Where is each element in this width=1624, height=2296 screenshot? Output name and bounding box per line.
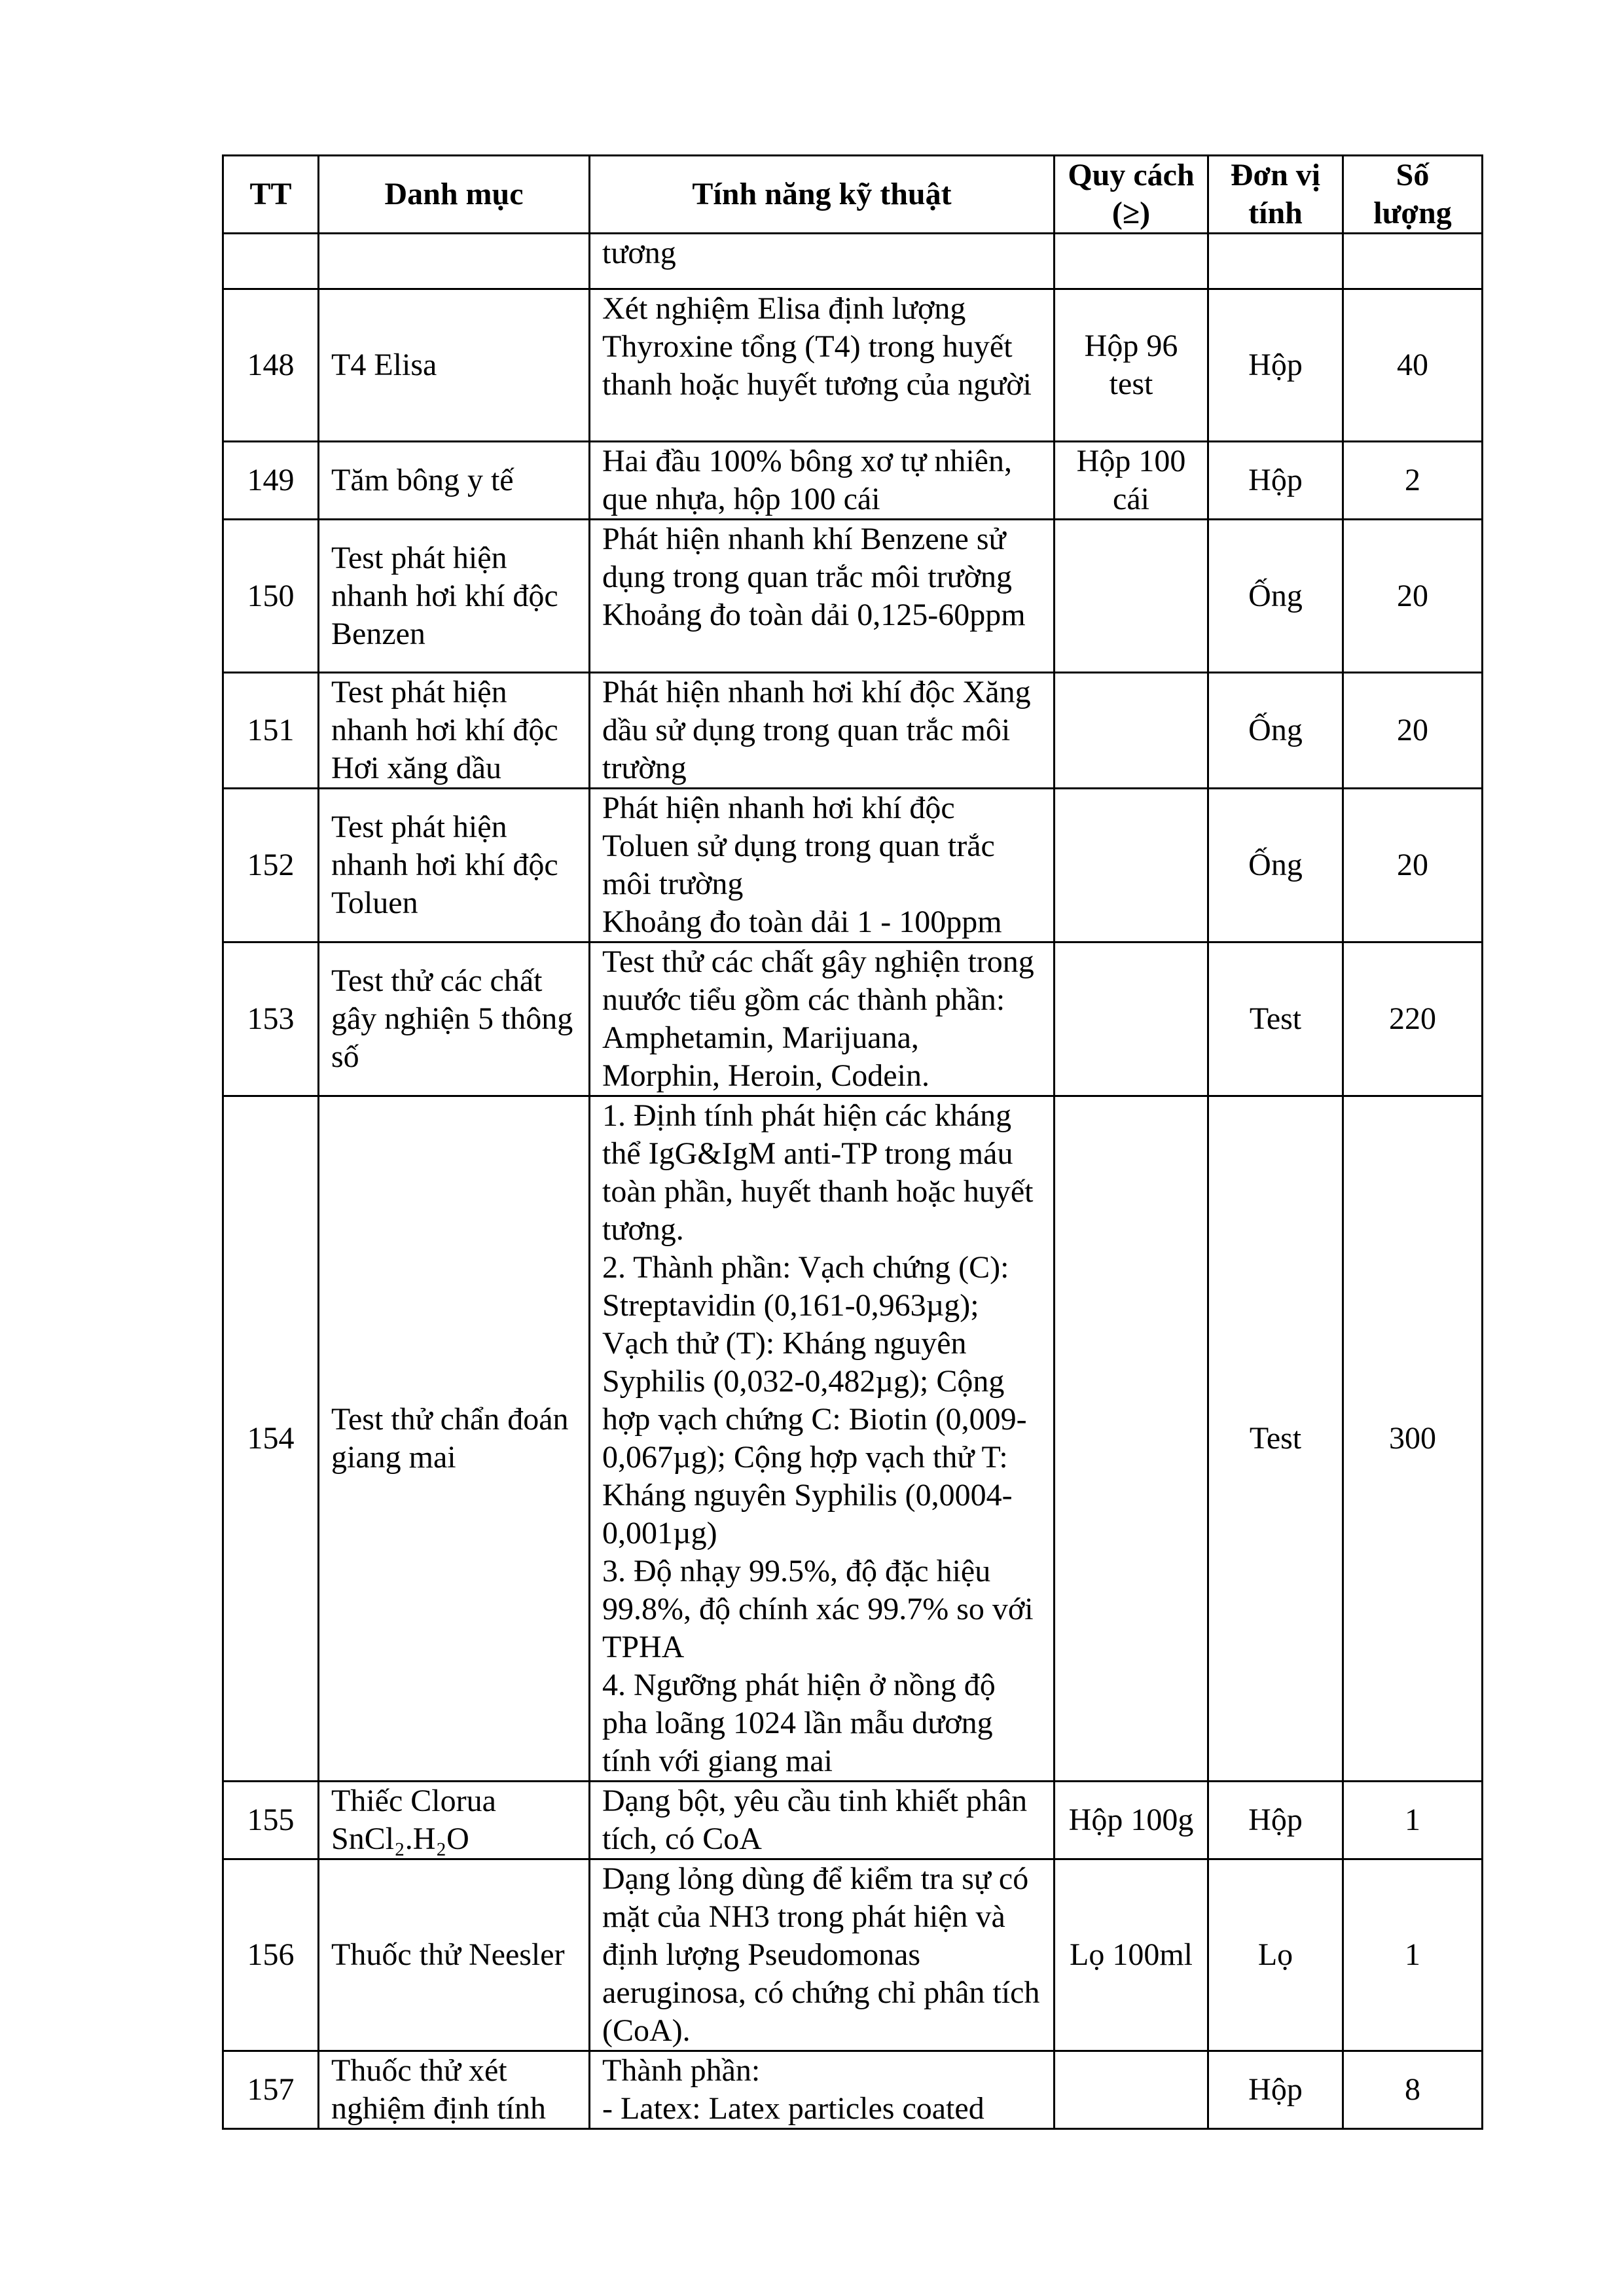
cell-tinh-nang: Phát hiện nhanh hơi khí độc Xăng dầu sử dụng trong quan trắc môi trường (590, 673, 1055, 789)
cell-quy-cach (1055, 673, 1208, 789)
cell-don-vi: Ống (1208, 673, 1343, 789)
cell-danh-muc: Test thử các chất gây nghiện 5 thông số (319, 942, 590, 1096)
header-danh-muc: Danh mục (319, 156, 590, 234)
cell-quy-cach: Hộp 100g (1055, 1782, 1208, 1859)
cell-danh-muc (319, 234, 590, 289)
cell-tt: 155 (223, 1782, 319, 1859)
cell-don-vi: Hộp (1208, 442, 1343, 520)
cell-tinh-nang: Thành phần: - Latex: Latex particles coated (590, 2051, 1055, 2129)
cell-so-luong: 220 (1343, 942, 1483, 1096)
cell-don-vi: Ống (1208, 520, 1343, 673)
cell-tt: 156 (223, 1859, 319, 2051)
cell-quy-cach (1055, 789, 1208, 942)
header-tt: TT (223, 156, 319, 234)
cell-tinh-nang: Dạng lỏng dùng để kiểm tra sự có mặt của NH3 trong phát hiện và định lượng Pseudomonas aeruginosa, có chứng chỉ phân tích (CoA). (590, 1859, 1055, 2051)
cell-tt: 153 (223, 942, 319, 1096)
cell-quy-cach: Lọ 100ml (1055, 1859, 1208, 2051)
cell-don-vi: Hộp (1208, 1782, 1343, 1859)
table-row (223, 1859, 1483, 2051)
cell-tinh-nang: Phát hiện nhanh hơi khí độc Toluen sử dụng trong quan trắc môi trường Khoảng đo toàn dải 1 - 100ppm (590, 789, 1055, 942)
table-row (223, 789, 1483, 942)
header-tinh-nang: Tính năng kỹ thuật (590, 156, 1055, 234)
technical-spec-table (222, 154, 1483, 2130)
cell-don-vi: Hộp (1208, 289, 1343, 442)
cell-quy-cach (1055, 1096, 1208, 1782)
danh-muc-name: Thiếc Clorua (331, 1784, 496, 1818)
cell-tinh-nang: Phát hiện nhanh khí Benzene sử dụng trong quan trắc môi trường Khoảng đo toàn dải 0,125-60ppm (590, 520, 1055, 673)
cell-tt: 151 (223, 673, 319, 789)
table-header-row (223, 156, 1483, 234)
header-don-vi: Đơn vị tính (1208, 156, 1343, 234)
cell-tt: 152 (223, 789, 319, 942)
cell-tt: 157 (223, 2051, 319, 2129)
table-row (223, 942, 1483, 1096)
cell-danh-muc: Test thử chẩn đoán giang mai (319, 1096, 590, 1782)
cell-don-vi: Lọ (1208, 1859, 1343, 2051)
table-row (223, 2051, 1483, 2129)
continuation-row (223, 234, 1483, 289)
header-so-luong: Số lượng (1343, 156, 1483, 234)
cell-so-luong: 20 (1343, 789, 1483, 942)
table-row (223, 442, 1483, 520)
cell-danh-muc: Thuốc thử xét nghiệm định tính (319, 2051, 590, 2129)
cell-danh-muc (319, 1782, 590, 1859)
cell-don-vi: Test (1208, 1096, 1343, 1782)
table-row (223, 673, 1483, 789)
cell-so-luong: 20 (1343, 520, 1483, 673)
table-row (223, 520, 1483, 673)
cell-so-luong: 1 (1343, 1859, 1483, 2051)
cell-so-luong: 300 (1343, 1096, 1483, 1782)
cell-don-vi: Test (1208, 942, 1343, 1096)
cell-tt (223, 234, 319, 289)
cell-danh-muc: Thuốc thử Neesler (319, 1859, 590, 2051)
cell-quy-cach (1055, 234, 1208, 289)
cell-quy-cach (1055, 520, 1208, 673)
cell-tinh-nang: Xét nghiệm Elisa định lượng Thyroxine tổng (T4) trong huyết thanh hoặc huyết tương của người (590, 289, 1055, 442)
cell-danh-muc: Test phát hiện nhanh hơi khí độc Toluen (319, 789, 590, 942)
cell-quy-cach (1055, 2051, 1208, 2129)
cell-so-luong: 20 (1343, 673, 1483, 789)
cell-don-vi: Ống (1208, 789, 1343, 942)
cell-tinh-nang: Test thử các chất gây nghiện trong nuước tiểu gồm các thành phần: Amphetamin, Marijuana, Morphin, Heroin, Codein. (590, 942, 1055, 1096)
danh-muc-formula: SnCl₂.H₂O (331, 1821, 469, 1856)
cell-quy-cach: Hộp 96 test (1055, 289, 1208, 442)
cell-tinh-nang: tương (590, 234, 1055, 289)
cell-tt: 149 (223, 442, 319, 520)
cell-danh-muc: Test phát hiện nhanh hơi khí độc Hơi xăng dầu (319, 673, 590, 789)
cell-don-vi: Hộp (1208, 2051, 1343, 2129)
cell-quy-cach: Hộp 100 cái (1055, 442, 1208, 520)
cell-tt: 148 (223, 289, 319, 442)
table-row (223, 289, 1483, 442)
cell-danh-muc: Test phát hiện nhanh hơi khí độc Benzen (319, 520, 590, 673)
cell-so-luong: 2 (1343, 442, 1483, 520)
cell-tt: 154 (223, 1096, 319, 1782)
cell-danh-muc: Tăm bông y tế (319, 442, 590, 520)
cell-tinh-nang: Dạng bột, yêu cầu tinh khiết phân tích, có CoA (590, 1782, 1055, 1859)
cell-so-luong: 1 (1343, 1782, 1483, 1859)
header-quy-cach: Quy cách (≥) (1055, 156, 1208, 234)
table-row (223, 1782, 1483, 1859)
cell-don-vi (1208, 234, 1343, 289)
cell-quy-cach (1055, 942, 1208, 1096)
cell-tt: 150 (223, 520, 319, 673)
cell-tinh-nang: Hai đầu 100% bông xơ tự nhiên, que nhựa, hộp 100 cái (590, 442, 1055, 520)
table-row (223, 1096, 1483, 1782)
cell-so-luong: 8 (1343, 2051, 1483, 2129)
cell-so-luong: 40 (1343, 289, 1483, 442)
cell-so-luong (1343, 234, 1483, 289)
cell-tinh-nang: 1. Định tính phát hiện các kháng thể IgG&IgM anti-TP trong máu toàn phần, huyết thanh hoặc huyết tương. 2. Thành phần: Vạch chứng (C): Streptavidin (0,161-0,963µg); Vạch thử (T): Kháng nguyên Syphilis (0,032-0,482µg); Cộng hợp vạch chứng C: Biotin (0,009-0,067µg); Cộng hợp vạch thử T: Kháng nguyên Syphilis (0,0004-0,001µg) 3. Độ nhạy 99.5%, độ đặc hiệu 99.8%, độ chính xác 99.7% so với TPHA 4. Ngưỡng phát hiện ở nồng độ pha loãng 1024 lần mẫu dương tính với giang mai (590, 1096, 1055, 1782)
cell-danh-muc: T4 Elisa (319, 289, 590, 442)
